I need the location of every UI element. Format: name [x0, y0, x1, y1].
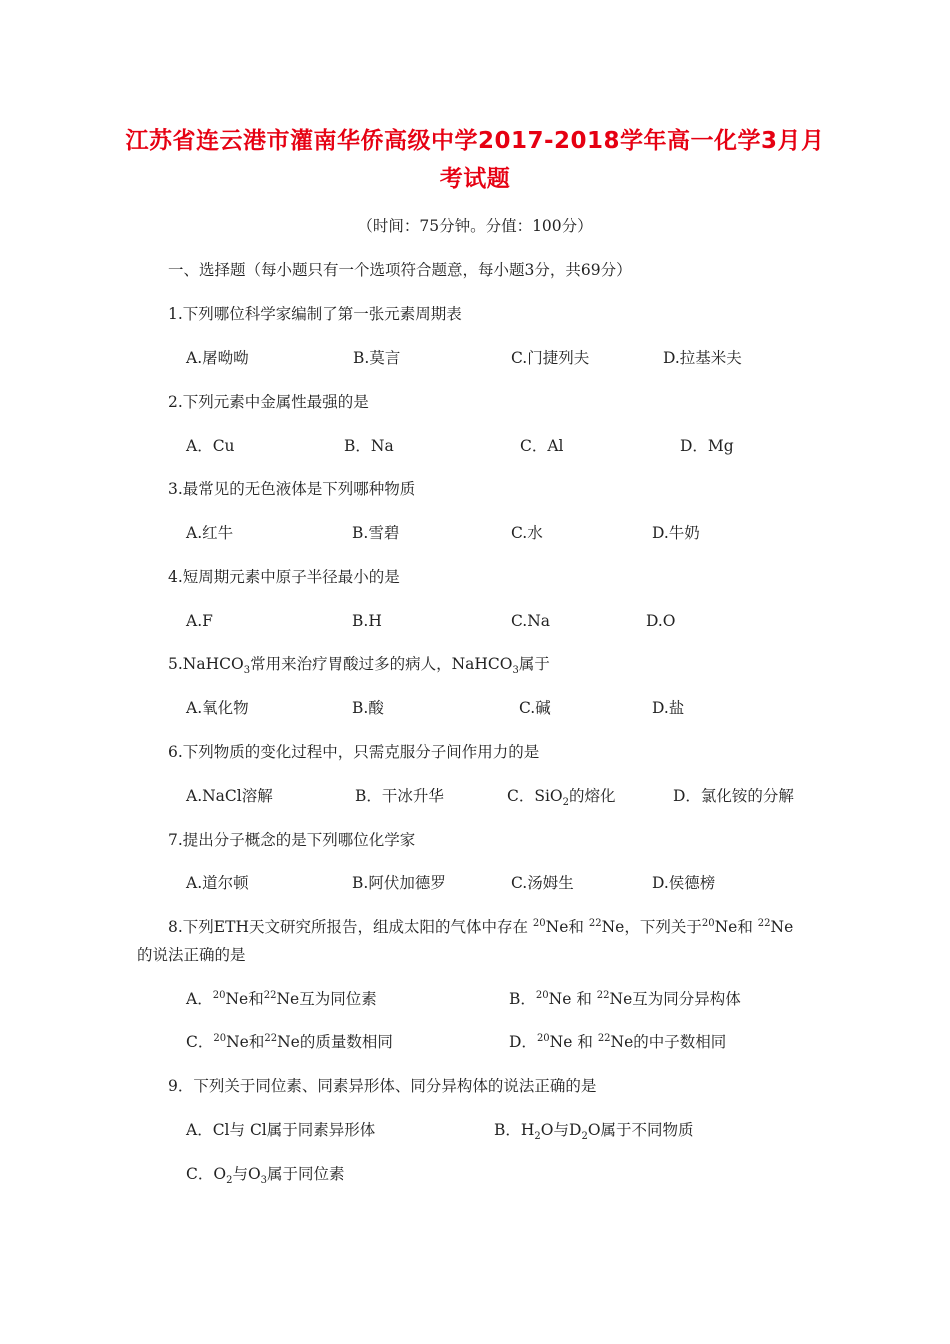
question-5-option-b: B.酸	[352, 699, 384, 717]
question-7-option-a: A.道尔顿	[186, 874, 249, 892]
question-8-stem-line-2: 的说法正确的是	[137, 946, 246, 964]
question-3-option-b: B.雪碧	[352, 524, 400, 542]
question-9-option-b: B．$H_2O$与$D_2O$属于不同物质	[494, 1121, 694, 1143]
question-3-stem: 3.最常见的无色液体是下列哪种物质	[168, 480, 416, 498]
question-2-option-a: A．Cu	[186, 437, 235, 455]
question-6-option-a: A.NaCl溶解	[186, 787, 273, 805]
question-4-option-a: A.F	[186, 612, 213, 630]
question-8-option-b: B．$^{20}$Ne 和 $^{22}$Ne互为同分异构体	[509, 989, 741, 1008]
question-9-option-c: C．$O_2$与$O_3$属于同位素	[186, 1165, 345, 1187]
question-1-option-b: B.莫言	[353, 349, 401, 367]
section-heading: 一、选择题（每小题只有一个选项符合题意，每小题3分，共69分）	[168, 261, 632, 279]
question-3-option-a: A.红牛	[186, 524, 234, 542]
question-2-option-b: B．Na	[344, 437, 394, 455]
question-8-option-a: A．$^{20}$Ne和$^{22}$Ne互为同位素	[186, 989, 377, 1008]
question-2-option-d: D．Mg	[680, 437, 734, 455]
question-7-option-c: C.汤姆生	[511, 874, 574, 892]
question-3-option-d: D.牛奶	[652, 524, 700, 542]
question-5-option-c: C.碱	[519, 699, 551, 717]
question-7-option-d: D.侯德榜	[652, 874, 716, 892]
question-9-option-a: A．Cl与 Cl属于同素异形体	[186, 1121, 376, 1139]
question-5-option-a: A.氧化物	[186, 699, 249, 717]
question-4-option-d: D.O	[646, 612, 676, 630]
question-6-option-d: D．氯化铵的分解	[673, 787, 794, 805]
question-6-option-b: B．干冰升华	[355, 787, 444, 805]
question-3-option-c: C.水	[511, 524, 543, 542]
question-5-stem: 5.NaHCO$_3$常用来治疗胃酸过多的病人，NaHCO$_3$属于	[168, 655, 550, 677]
question-1-stem: 1.下列哪位科学家编制了第一张元素周期表	[168, 305, 462, 323]
question-6-option-c: C．SiO$_2$的熔化	[507, 787, 616, 809]
exam-meta: （时间：75分钟。分值：100分）	[357, 217, 593, 235]
question-8-option-c: C．$^{20}$Ne和$^{22}$Ne的质量数相同	[186, 1032, 393, 1051]
question-7-option-b: B.阿伏加德罗	[352, 874, 446, 892]
question-4-stem: 4.短周期元素中原子半径最小的是	[168, 568, 400, 586]
question-1-option-c: C.门捷列夫	[511, 349, 590, 367]
question-5-option-d: D.盐	[652, 699, 685, 717]
question-4-option-b: B.H	[352, 612, 382, 630]
question-1-option-d: D.拉基米夫	[663, 349, 742, 367]
exam-title-line-2: 考试题	[439, 166, 511, 192]
question-6-stem: 6.下列物质的变化过程中，只需克服分子间作用力的是	[168, 743, 540, 761]
exam-title-line-1: 江苏省连云港市灌南华侨高级中学2017-2018学年高一化学3月月	[125, 128, 825, 154]
question-8-option-d: D．$^{20}$Ne 和 $^{22}$Ne的中子数相同	[509, 1032, 727, 1051]
question-2-stem: 2.下列元素中金属性最强的是	[168, 393, 369, 411]
question-2-option-c: C．Al	[520, 437, 564, 455]
question-7-stem: 7.提出分子概念的是下列哪位化学家	[168, 831, 416, 849]
question-4-option-c: C.Na	[511, 612, 551, 630]
question-9-stem: 9．下列关于同位素、同素异形体、同分异构体的说法正确的是	[168, 1077, 597, 1095]
question-1-option-a: A.屠呦呦	[186, 349, 249, 367]
question-8-stem-line-1: 8.下列ETH天文研究所报告，组成太阳的气体中存在 $^{20}$Ne和 $^{22}$Ne，下列关于$^{20}$Ne和 $^{22}$Ne	[168, 917, 794, 936]
